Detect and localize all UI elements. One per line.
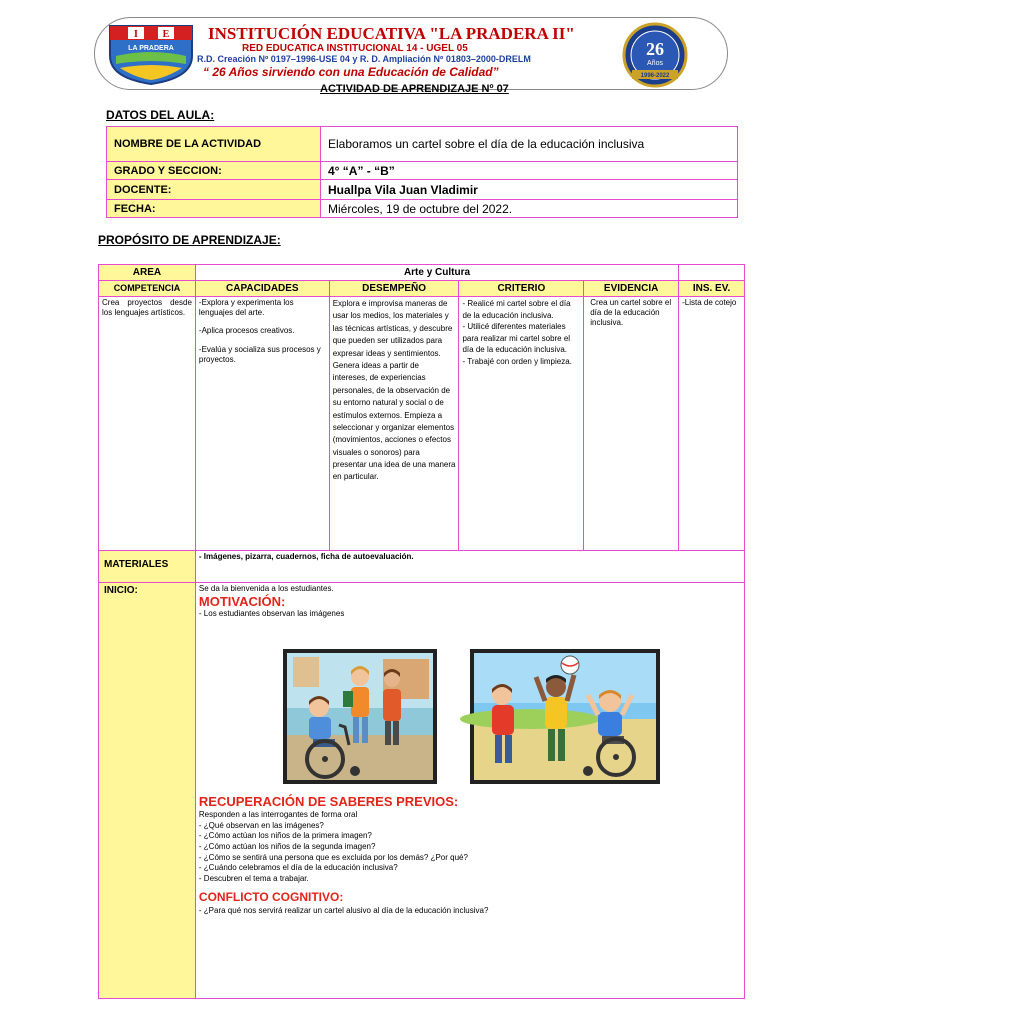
welcome-text: Se da la bienvenida a los estudiantes. [198,584,334,593]
aula-value: Miércoles, 19 de octubre del 2022. [321,200,738,218]
area-empty-cell [679,265,745,281]
capacidad-item: -Aplica procesos creativos. [198,326,295,336]
criterio-item: - Utilicé diferentes materiales para realizar mi cartel sobre el día de la educación inclusiva. [462,322,571,355]
seal-years: 1996-2022 [640,73,670,79]
materiales-label: MATERIALES [99,551,196,583]
area-label: AREA [99,265,196,281]
capacidad-item: -Explora y experimenta los lenguajes del arte. [198,298,294,318]
question-item: - Descubren el tema a trabajar. [198,873,309,883]
column-header-row [99,281,745,297]
inicio-content [195,583,744,999]
aula-row-grade [107,162,738,180]
illustration-inclusive-play [470,649,660,784]
school-resolution: R.D. Creación Nº 0197–1996-USE 04 y R. D. Ampliación Nº 01803–2000-DRELM [197,54,531,64]
doc-title-strip [320,83,530,99]
question-item: - ¿Cómo se sentirá una persona que es excluida por los demás? ¿Por qué? [198,852,468,862]
area-row [99,265,745,281]
question-item: - ¿Cómo actúan los niños de la segunda imagen? [198,841,376,851]
aula-table [106,126,738,218]
logo-name: LA PRADERA [128,45,174,52]
inicio-row [99,583,745,999]
capacidades-cell [195,297,329,551]
materiales-value: - Imágenes, pizarra, cuadernos, ficha de autoevaluación. [195,551,744,583]
desempeno-paragraph: Genera ideas a partir de intereses, de experiencias personales, de la observación de su entorno natural y social o de estímulos externos. Empieza a seleccionar y organizar elementos (movimientos, acciones o efectos visuales o sonoros) para presentar una idea de una manera en particular. [332,360,456,482]
ins-ev-cell: -Lista de cotejo [679,297,745,551]
seal-number: 26 [646,39,664,59]
aula-label: NOMBRE DE LA ACTIVIDAD [107,127,321,162]
logo-letter-i: I [134,29,138,40]
aula-value: Huallpa Vila Juan Vladimir [321,180,738,200]
school-network: RED EDUCATICA INSTITUCIONAL 14 - UGEL 05 [242,43,468,54]
conflicto-title: CONFLICTO COGNITIVO: [198,890,344,905]
proposito-table [98,264,745,999]
conflicto-text: - ¿Para qué nos servirá realizar un cartel alusivo al día de la educación inclusiva? [198,905,489,915]
proposito-heading: PROPÓSITO DE APRENDIZAJE: [98,233,281,247]
motivacion-text: - Los estudiantes observan las imágenes [198,608,345,618]
anniversary-seal-icon [610,22,700,88]
capacidad-item: -Evalúa y socializa sus procesos y proyectos. [198,344,321,364]
column-header: CAPACIDADES [195,281,329,297]
aula-value: Elaboramos un cartel sobre el día de la educación inclusiva [321,127,738,162]
saberes-intro: Responden a las interrogantes de forma oral [198,810,358,820]
desempeno-cell [329,297,459,551]
criterio-cell [459,297,584,551]
school-logo-icon [106,22,196,86]
saberes-title: RECUPERACIÓN DE SABERES PREVIOS: [198,794,459,810]
aula-value: 4° “A” - “B” [321,162,738,180]
seal-word: Años [647,60,663,67]
aula-row-date [107,200,738,218]
column-header: CRITERIO [459,281,584,297]
motivacion-title: MOTIVACIÓN: [198,593,286,609]
aula-row-teacher [107,180,738,200]
criterio-item: - Trabajé con orden y limpieza. [462,356,572,366]
column-header: DESEMPEÑO [329,281,459,297]
aula-heading: DATOS DEL AULA: [106,108,215,122]
question-item: - ¿Qué observan en las imágenes? [198,820,324,830]
column-header: COMPETENCIA [99,281,196,297]
question-item: - ¿Cómo actúan los niños de la primera imagen? [198,831,372,841]
illustration-wheelchair-excluded [283,649,437,784]
doc-title: ACTIVIDAD DE APRENDIZAJE Nº 07 [320,83,509,95]
column-header: INS. EV. [679,281,745,297]
competencia-cell: Crea proyectos desde los lenguajes artísticos. [99,297,196,551]
aula-label: GRADO Y SECCION: [107,162,321,180]
desempeno-paragraph: Explora e improvisa maneras de usar los medios, los materiales y las técnicas artísticas, y descubre que pueden ser utilizados para expresar ideas y sentimientos. [332,299,453,358]
aula-label: DOCENTE: [107,180,321,200]
criterio-item: - Realicé mi cartel sobre el día de la educación inclusiva. [462,299,571,320]
column-header: EVIDENCIA [584,281,679,297]
proposito-content-row [99,297,745,551]
evidencia-cell: Crea un cartel sobre el día de la educación inclusiva. [584,297,679,551]
aula-row-activity [107,127,738,162]
school-name: INSTITUCIÓN EDUCATIVA "LA PRADERA II" [208,24,575,43]
question-item: - ¿Cuándo celebramos el día de la educación inclusiva? [198,863,398,873]
school-slogan: “ 26 Años sirviendo con una Educación de Calidad” [203,65,499,79]
aula-label: FECHA: [107,200,321,218]
area-value: Arte y Cultura [195,265,678,281]
materiales-row [99,551,745,583]
logo-letter-e: E [162,29,170,40]
inicio-label: INICIO: [99,583,196,999]
